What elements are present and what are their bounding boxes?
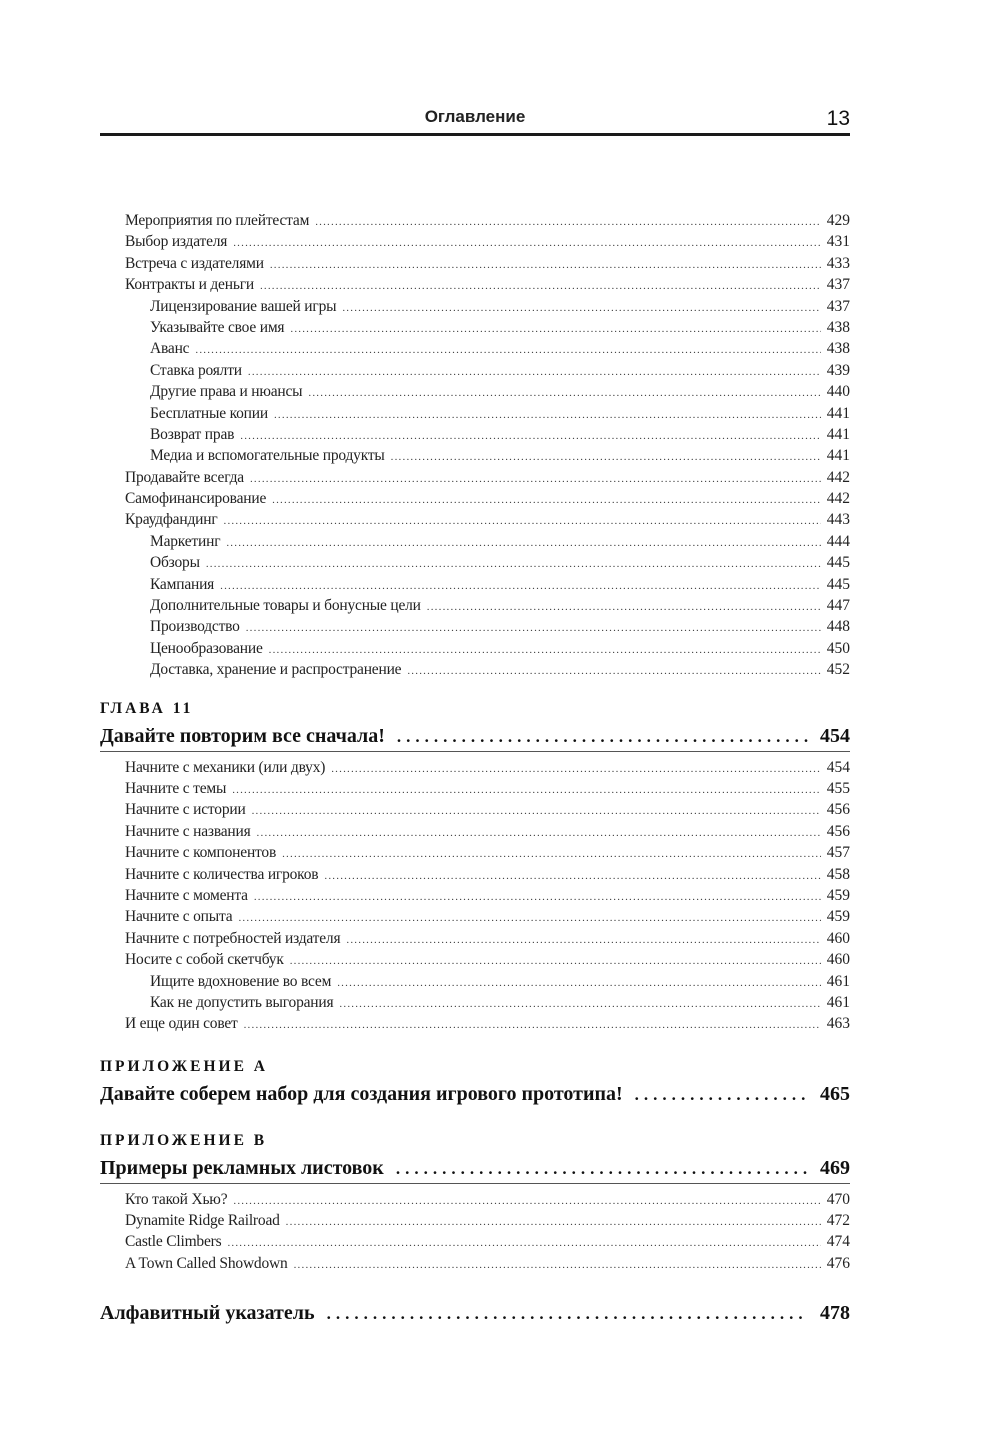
toc-entry[interactable] [100,638,850,659]
toc-entry-page: 439 [826,361,850,379]
toc-entry[interactable] [100,509,850,530]
leader-dots [270,255,821,276]
leader-dots [286,1212,821,1233]
toc-entry-page: 476 [826,1254,850,1272]
toc-entry-page: 450 [826,639,850,657]
leader-dots [224,511,821,532]
header-title: Оглавление [424,107,526,126]
toc-entry-page: 461 [826,993,850,1011]
toc-entry[interactable] [100,1189,850,1210]
appendix-a-label: ПРИЛОЖЕНИЕ А [100,1057,268,1075]
toc-entry-page: 455 [826,779,850,797]
toc-entry-page: 431 [826,233,850,251]
index-title[interactable] [100,1298,850,1328]
toc-entry-page: 441 [826,425,850,443]
leader-dots [346,930,820,951]
leader-dots [290,319,820,340]
leader-dots [269,640,821,661]
toc-entry-title: Как не допустить выгорания [150,993,334,1011]
toc-entry[interactable] [100,445,850,466]
chapter-page: 469 [820,1156,850,1179]
toc-entry-title: Начните с истории [125,801,246,819]
toc-entry-title: Мероприятия по плейтестам [125,212,310,229]
leader-dots [195,340,820,361]
leader-dots [246,618,821,639]
toc-entry-page: 445 [826,575,850,593]
toc-entry[interactable] [100,338,850,359]
leader-dots [337,973,821,994]
toc-entry-page: 459 [826,886,850,904]
toc-entry-page: 445 [826,554,850,572]
toc-entry-title: Кампания [150,575,215,593]
toc-entry[interactable] [100,552,850,573]
leader-dots [248,362,821,383]
toc-entry-page: 448 [826,618,850,636]
toc-entry-title: Обзоры [150,554,200,572]
toc-entry[interactable] [100,274,850,295]
toc-entry-title: Самофинансирование [125,490,267,508]
toc-entry[interactable] [100,467,850,488]
leader-dots [427,597,821,618]
toc-entry-title: Встреча с издателями [125,254,264,272]
toc-entry-title: Начните с компонентов [125,844,277,862]
toc-entry-title: Ставка роялти [150,361,242,379]
toc-entry-title: Начните с потребностей издателя [125,929,341,947]
toc-entry-title: Дополнительные товары и бонусные цели [150,597,421,615]
appendix-b-label: ПРИЛОЖЕНИЕ В [100,1131,268,1149]
chapter-page: 465 [820,1082,850,1105]
toc-entry[interactable] [100,360,850,381]
toc-entry[interactable] [100,616,850,637]
toc-entry-title: Ценообразование [150,639,263,657]
leader-dots [226,533,820,554]
appendix-a-title[interactable] [100,1079,850,1109]
chapter-11-label: ГЛАВА 11 [100,699,194,717]
toc-entry-page: 447 [826,597,850,615]
toc-entry[interactable] [100,949,850,970]
toc-entry-title: A Town Called Showdown [125,1254,288,1272]
toc-entry-page: 440 [826,383,850,401]
leader-dots [272,490,821,511]
leader-dots [206,554,821,575]
toc-entry[interactable] [100,906,850,927]
leader-dots [324,866,820,887]
toc-entry[interactable] [100,381,850,402]
toc-entry-page: 442 [826,490,850,508]
toc-entry[interactable] [100,1253,850,1274]
toc-entry-title: Бесплатные копии [150,404,268,422]
toc-entry-title: Начните с механики (или двух) [125,758,326,776]
toc-entry-title: Возврат прав [150,425,235,443]
leader-dots [244,1015,821,1036]
toc-entry-page: 461 [826,972,850,990]
toc-entry-page: 459 [826,908,850,926]
leader-dots [233,1191,820,1212]
toc-entry[interactable] [100,317,850,338]
toc-entry[interactable] [100,1013,850,1034]
leader-dots [220,576,821,597]
leader-dots [260,276,821,297]
toc-entry-page: 442 [826,468,850,486]
leader-dots [257,823,821,844]
toc-entry-title: Dynamite Ridge Railroad [125,1212,280,1230]
toc-entry-page: 443 [826,511,850,529]
chapter-11-title[interactable] [100,721,850,752]
chapter-title-text: Давайте соберем набор для создания игрового прототипа! [100,1082,623,1105]
toc-entry-title: Контракты и деньги [125,276,254,294]
toc-entry-title: Аванс [150,340,190,358]
toc-entry-page: 437 [826,297,850,315]
toc-entry-page: 437 [826,276,850,294]
leader-dots [308,383,820,404]
leader-dots [240,426,820,447]
toc-entry-title: Доставка, хранение и распространение [150,661,402,679]
toc-entry[interactable] [100,531,850,552]
toc-entry-title: Начните с темы [125,779,227,797]
toc-entry-page: 463 [826,1015,850,1033]
chapter-page: 454 [820,724,850,747]
toc-entry-page: 472 [826,1212,850,1230]
chapter-11-entries [100,757,850,1035]
toc-entry-title: Краудфандинг [125,511,218,529]
toc-entry-page: 456 [826,822,850,840]
toc-entry-title: Производство [150,618,240,636]
toc-entry-page: 444 [826,532,850,550]
running-header [100,104,850,136]
toc-entry-title: Выбор издателя [125,233,228,251]
toc-entry[interactable] [100,488,850,509]
leader-dots [233,233,821,254]
toc-entry-title: Носите с собой скетчбук [125,951,284,969]
leader-dots [342,298,820,319]
toc-entry[interactable] [100,992,850,1013]
leader-dots [274,405,821,426]
toc-entry[interactable] [100,799,850,820]
toc-entry[interactable] [100,296,850,317]
table-of-contents [100,210,850,1333]
toc-entry-title: И еще один совет [125,1015,238,1033]
toc-entry[interactable] [100,842,850,863]
toc-entry[interactable] [100,403,850,424]
leader-dots [331,759,821,780]
toc-entry[interactable] [100,778,850,799]
toc-entry[interactable] [100,885,850,906]
toc-entry-page: 470 [826,1190,850,1208]
toc-entry-title: Начните с названия [125,822,251,840]
leader-dots [396,1154,808,1184]
toc-entry-page: 441 [826,404,850,422]
leader-dots [294,1255,821,1276]
toc-entry[interactable] [100,595,850,616]
leader-dots [250,469,821,490]
toc-entry-page: 438 [826,340,850,358]
toc-entry[interactable] [100,971,850,992]
toc-entry-page: 441 [826,447,850,465]
toc-entry-title: Другие права и нюансы [150,383,303,401]
toc-section-top [100,210,850,681]
leader-dots [232,780,821,801]
chapter-title-text: Давайте повторим все сначала! [100,724,385,747]
toc-entry[interactable] [100,253,850,274]
toc-entry-title: Продавайте всегда [125,468,244,486]
toc-entry-title: Медиа и вспомогательные продукты [150,447,385,465]
chapter-page: 478 [820,1302,850,1325]
leader-dots [339,994,820,1015]
toc-entry-title: Начните с опыта [125,908,233,926]
toc-entry-page: 452 [826,661,850,679]
leader-dots [407,661,820,682]
toc-entry[interactable] [100,1210,850,1231]
toc-entry-page: 456 [826,801,850,819]
toc-entry-page: 438 [826,318,850,336]
toc-entry-page: 474 [826,1233,850,1251]
toc-entry-title: Начните с количества игроков [125,865,319,883]
toc-entry-title: Кто такой Хью? [125,1190,228,1208]
toc-entry[interactable] [100,1231,850,1252]
toc-entry-title: Указывайте свое имя [150,318,285,336]
leader-dots [391,447,821,468]
toc-entry-title: Лицензирование вашей игры [150,297,337,315]
toc-entry[interactable] [100,659,850,680]
toc-entry-title: Ищите вдохновение во всем [150,972,332,990]
leader-dots [282,844,821,865]
toc-entry[interactable] [100,210,850,231]
chapter-title-text: Алфавитный указатель [100,1302,315,1325]
leader-dots [327,1299,808,1329]
toc-entry-title: Маркетинг [150,532,221,550]
toc-entry-page: 460 [826,951,850,969]
toc-entry[interactable] [100,864,850,885]
toc-entry-page: 454 [826,758,850,776]
leader-dots [227,1233,820,1254]
leader-dots [315,212,821,233]
toc-entry[interactable] [100,231,850,252]
toc-entry-title: Castle Climbers [125,1233,222,1251]
leader-dots [290,951,821,972]
toc-entry[interactable] [100,928,850,949]
appendix-b-entries [100,1189,850,1275]
toc-entry-page: 433 [826,254,850,272]
leader-dots [635,1080,808,1110]
toc-entry-title: Начните с момента [125,886,248,904]
leader-dots [238,908,820,929]
chapter-title-text: Примеры рекламных листовок [100,1156,384,1179]
toc-entry[interactable] [100,424,850,445]
toc-entry-page: 458 [826,865,850,883]
toc-entry[interactable] [100,574,850,595]
toc-entry-page: 457 [826,844,850,862]
toc-entry-page: 460 [826,929,850,947]
toc-entry[interactable] [100,757,850,778]
appendix-b-title[interactable] [100,1153,850,1184]
leader-dots [252,801,821,822]
leader-dots [397,722,808,752]
toc-entry-page: 429 [826,212,850,229]
header-page-number: 13 [826,107,850,130]
toc-entry[interactable] [100,821,850,842]
leader-dots [254,887,821,908]
